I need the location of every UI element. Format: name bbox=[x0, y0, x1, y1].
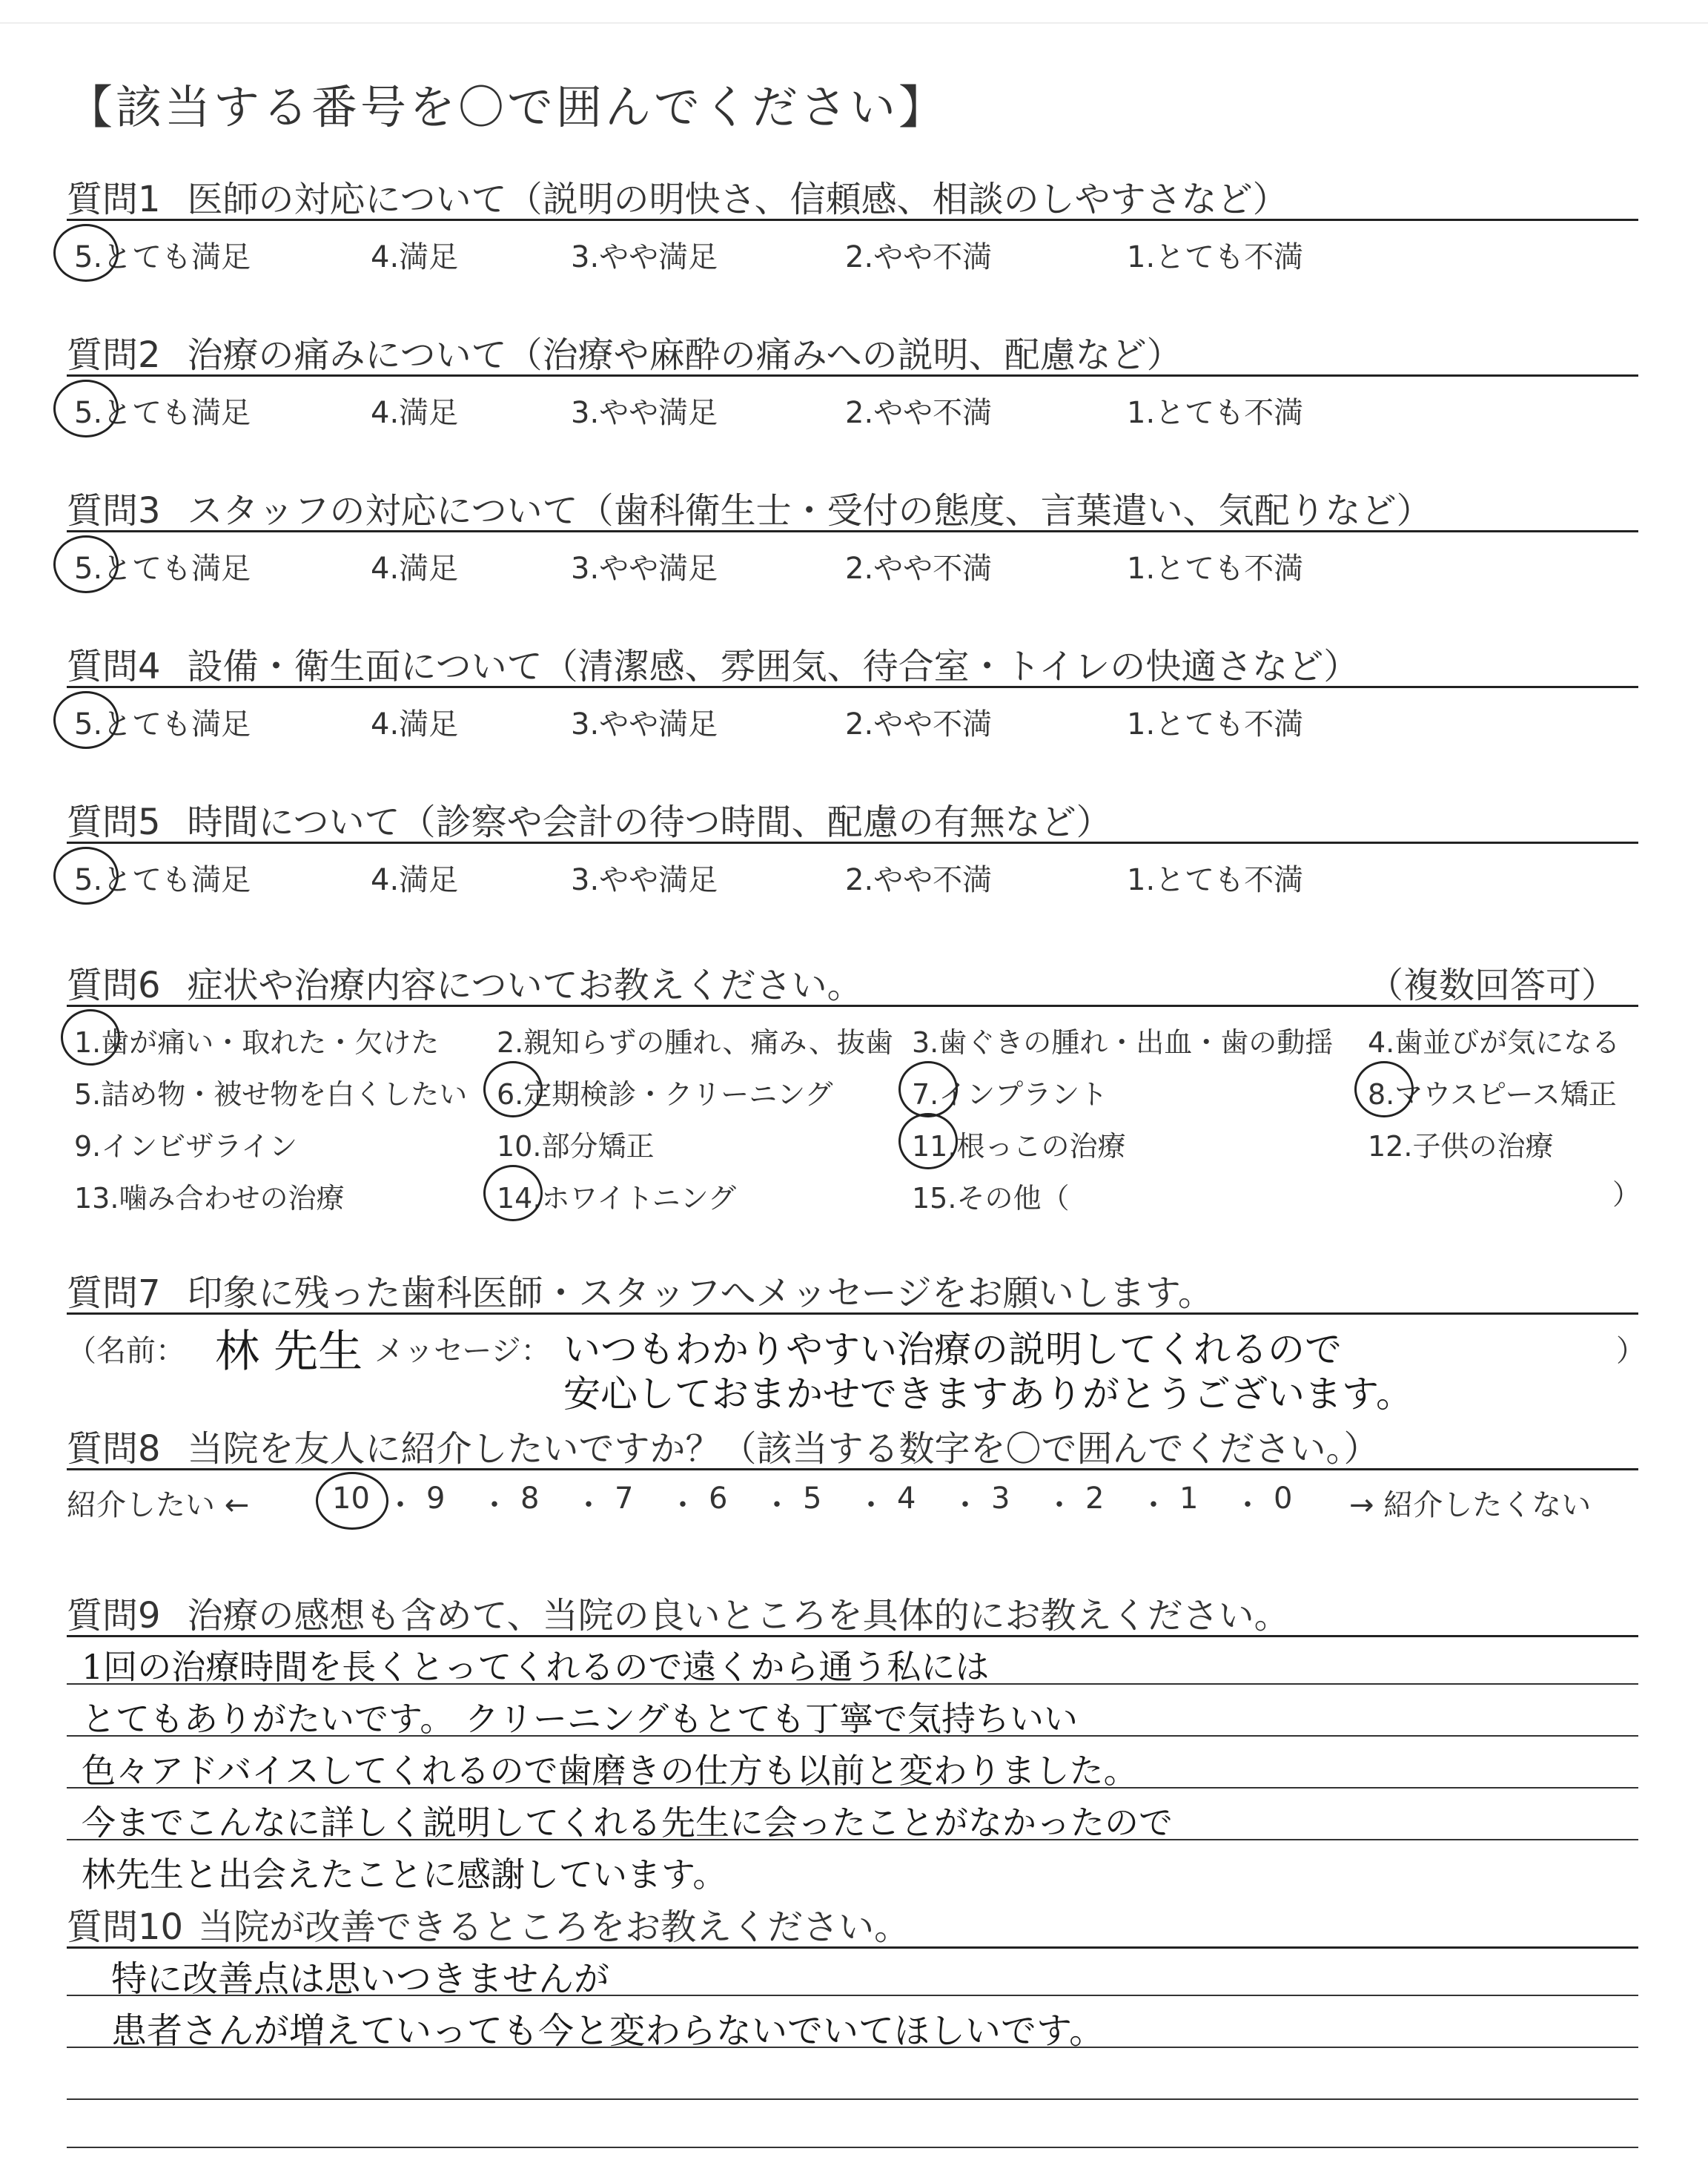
q2-option-4[interactable]: 4.満足 bbox=[371, 396, 459, 430]
q2-selection-circle bbox=[53, 380, 119, 437]
q8-scale-7[interactable]: 7 bbox=[615, 1482, 634, 1516]
q8-scale-6[interactable]: 6 bbox=[709, 1482, 728, 1516]
q6-multiple-note: （複数回答可） bbox=[1368, 965, 1618, 1006]
q6-text: 症状や治療内容についてお教えください。 bbox=[187, 965, 863, 1006]
q6-option-label: 歯並びが気になる bbox=[1394, 1026, 1621, 1059]
q6-option-label: 親知らずの腫れ、痛み、抜歯 bbox=[523, 1026, 893, 1059]
q8-separator: ・ bbox=[668, 1488, 698, 1522]
q1-option-3[interactable]: 3.やや満足 bbox=[571, 240, 718, 274]
q4-selection-circle bbox=[53, 691, 119, 749]
q6-other-close: ） bbox=[1612, 1178, 1641, 1211]
q6-option-number: 10. bbox=[497, 1130, 542, 1163]
q10-text: 当院が改善できるところをお教えください。 bbox=[198, 1906, 910, 1948]
q8-scale-5[interactable]: 5 bbox=[803, 1482, 822, 1516]
q6-option-13[interactable] bbox=[74, 1175, 344, 1216]
q9-rule bbox=[67, 1635, 1638, 1637]
q4-heading bbox=[67, 638, 1359, 689]
q1-selection-circle bbox=[53, 224, 119, 282]
q10-answer-line: 特に改善点は思いつきませんが bbox=[111, 1958, 610, 2000]
q8-scale-2[interactable]: 2 bbox=[1085, 1482, 1105, 1516]
q6-option-number: 11. bbox=[912, 1130, 957, 1163]
q6-option-number: 1. bbox=[74, 1026, 102, 1059]
q6-option-3[interactable] bbox=[912, 1020, 1333, 1060]
q1-text: 医師の対応について（説明の明快さ、信頼感、相談のしやすさなど） bbox=[187, 179, 1288, 220]
q9-answer-line: 林先生と出会えたことに感謝しています。 bbox=[82, 1855, 727, 1895]
q5-option-1[interactable]: 1.とても不満 bbox=[1127, 863, 1304, 897]
q4-option-1[interactable]: 1.とても不満 bbox=[1127, 707, 1304, 742]
q8-scale-4[interactable]: 4 bbox=[897, 1482, 916, 1516]
q5-option-4[interactable]: 4.満足 bbox=[371, 863, 459, 897]
q9-answer-line: 1回の治療時間を長くとってくれるので遠くから通う私には bbox=[82, 1647, 990, 1687]
q7-name-value: 林 先生 bbox=[215, 1326, 363, 1378]
q8-separator: ・ bbox=[762, 1488, 792, 1522]
q8-heading bbox=[67, 1420, 1380, 1471]
q9-answer-line: とてもありがたいです。 クリーニングもとても丁寧で気持ちいい bbox=[82, 1699, 1079, 1739]
q1-option-5[interactable]: 5.とても満足 bbox=[74, 240, 251, 274]
q6-option-label: 部分矯正 bbox=[541, 1130, 655, 1163]
q8-separator: ・ bbox=[1045, 1488, 1074, 1522]
q2-option-2[interactable]: 2.やや不満 bbox=[845, 396, 993, 430]
q6-label: 質問6 bbox=[67, 965, 161, 1006]
q5-option-5[interactable]: 5.とても満足 bbox=[74, 863, 251, 897]
q10-writing-line bbox=[67, 1995, 1638, 1996]
q7-name-label: （名前： bbox=[67, 1334, 185, 1368]
q9-answer-line: 今までこんなに詳しく説明してくれる先生に会ったことがなかったので bbox=[82, 1803, 1173, 1843]
q6-option-number: 5. bbox=[74, 1078, 102, 1111]
q6-option-10[interactable] bbox=[497, 1123, 654, 1164]
q3-rule bbox=[67, 530, 1638, 532]
q1-heading bbox=[67, 171, 1288, 222]
q4-rule bbox=[67, 686, 1638, 688]
q6-option-number: 2. bbox=[497, 1026, 524, 1059]
q6-option-number: 9. bbox=[74, 1130, 102, 1163]
q5-label: 質問5 bbox=[67, 802, 161, 843]
q4-text: 設備・衛生面について（清潔感、雰囲気、待合室・トイレの快適さなど） bbox=[187, 646, 1360, 687]
q6-option-12[interactable] bbox=[1368, 1123, 1553, 1164]
q5-heading bbox=[67, 793, 1112, 845]
q5-text: 時間について（診察や会計の待つ時間、配慮の有無など） bbox=[187, 802, 1112, 843]
q6-option-5[interactable] bbox=[74, 1071, 467, 1112]
q7-text: 印象に残った歯科医師・スタッフへメッセージをお願いします。 bbox=[187, 1272, 1214, 1314]
q6-option-label: 詰め物・被せ物を白くしたい bbox=[101, 1078, 468, 1111]
instruction-title: 【該当する番号を〇で囲んでください】 bbox=[67, 80, 948, 134]
q9-writing-line bbox=[67, 1839, 1638, 1840]
q7-rule bbox=[67, 1312, 1638, 1315]
q2-rule bbox=[67, 374, 1638, 377]
q7-label: 質問7 bbox=[67, 1272, 161, 1314]
q6-option-number: 4. bbox=[1368, 1026, 1395, 1059]
q9-writing-line bbox=[67, 1735, 1638, 1737]
q10-writing-line bbox=[67, 2147, 1638, 2148]
q4-option-2[interactable]: 2.やや不満 bbox=[845, 707, 993, 742]
q8-right-label: → 紹介したくない bbox=[1349, 1488, 1592, 1522]
q4-option-3[interactable]: 3.やや満足 bbox=[571, 707, 718, 742]
q6-option-number: 3. bbox=[912, 1026, 939, 1059]
q6-heading bbox=[67, 957, 863, 1008]
q2-option-1[interactable]: 1.とても不満 bbox=[1127, 396, 1304, 430]
q8-separator: ・ bbox=[574, 1488, 603, 1522]
q1-option-2[interactable]: 2.やや不満 bbox=[845, 240, 993, 274]
q6-option-2[interactable] bbox=[497, 1020, 893, 1060]
q3-option-1[interactable]: 1.とても不満 bbox=[1127, 552, 1304, 586]
q7-message-line-2: 安心しておまかせできますありがとうございます。 bbox=[563, 1373, 1413, 1416]
q9-label: 質問9 bbox=[67, 1595, 161, 1636]
q9-heading bbox=[67, 1587, 1290, 1638]
q9-writing-line bbox=[67, 1787, 1638, 1789]
q2-heading bbox=[67, 326, 1182, 377]
q6-option-label: 歯ぐきの腫れ・出血・歯の動揺 bbox=[939, 1026, 1334, 1059]
q8-separator: ・ bbox=[856, 1488, 886, 1522]
q6-option-label: インビザライン bbox=[101, 1130, 298, 1163]
q8-selection-circle bbox=[316, 1472, 388, 1530]
q10-label: 質問10 bbox=[67, 1906, 184, 1948]
scan-edge-line bbox=[0, 22, 1708, 24]
q1-label: 質問1 bbox=[67, 179, 161, 220]
q10-rule bbox=[67, 1946, 1638, 1949]
q6-option-number: 14. bbox=[497, 1182, 542, 1215]
q6-option-label: マウスピース矯正 bbox=[1394, 1078, 1617, 1111]
q6-option-label: 歯が痛い・取れた・欠けた bbox=[101, 1026, 440, 1059]
q3-text: スタッフの対応について（歯科衛生士・受付の態度、言葉遣い、気配りなど） bbox=[187, 490, 1432, 532]
q10-writing-line bbox=[67, 2098, 1638, 2100]
q6-option-label: 子供の治療 bbox=[1412, 1130, 1554, 1163]
q6-option-number: 7. bbox=[912, 1078, 939, 1111]
q6-option-label: 定期検診・クリーニング bbox=[523, 1078, 833, 1111]
q8-scale-1[interactable]: 1 bbox=[1179, 1482, 1199, 1516]
q6-selection-circle bbox=[1354, 1061, 1414, 1117]
q8-scale-10[interactable]: 10 bbox=[332, 1482, 370, 1516]
q3-option-4[interactable]: 4.満足 bbox=[371, 552, 459, 586]
q8-scale-0[interactable]: 0 bbox=[1274, 1482, 1293, 1516]
q1-option-4[interactable]: 4.満足 bbox=[371, 240, 459, 274]
q1-rule bbox=[67, 219, 1638, 221]
q6-option-1[interactable] bbox=[74, 1020, 439, 1060]
q6-option-label: 噛み合わせの治療 bbox=[119, 1182, 345, 1215]
q10-heading bbox=[67, 1898, 910, 1949]
q4-option-5[interactable]: 5.とても満足 bbox=[74, 707, 251, 742]
q3-heading bbox=[67, 482, 1432, 533]
q3-label: 質問3 bbox=[67, 490, 161, 532]
q4-label: 質問4 bbox=[67, 646, 161, 687]
q6-option-label: 根っこの治療 bbox=[956, 1130, 1126, 1163]
q7-heading bbox=[67, 1264, 1214, 1315]
q2-label: 質問2 bbox=[67, 334, 161, 376]
q8-separator: ・ bbox=[480, 1488, 509, 1522]
q9-writing-line bbox=[67, 1683, 1638, 1685]
q6-option-label: その他（ bbox=[956, 1182, 1070, 1215]
q6-option-label: ホワイトニング bbox=[541, 1182, 737, 1215]
q6-option-9[interactable] bbox=[74, 1123, 297, 1164]
q8-separator: ・ bbox=[385, 1488, 415, 1522]
q8-rule bbox=[67, 1468, 1638, 1470]
q9-text: 治療の感想も含めて、当院の良いところを具体的にお教えください。 bbox=[187, 1595, 1290, 1636]
q6-option-15[interactable] bbox=[912, 1175, 1069, 1216]
q3-option-2[interactable]: 2.やや不満 bbox=[845, 552, 993, 586]
q8-separator: ・ bbox=[1233, 1488, 1262, 1522]
q5-rule bbox=[67, 842, 1638, 844]
q6-selection-circle bbox=[898, 1061, 958, 1117]
q2-option-3[interactable]: 3.やや満足 bbox=[571, 396, 718, 430]
q5-option-2[interactable]: 2.やや不満 bbox=[845, 863, 993, 897]
q8-scale-3[interactable]: 3 bbox=[991, 1482, 1010, 1516]
q8-scale-8[interactable]: 8 bbox=[520, 1482, 540, 1516]
q5-option-3[interactable]: 3.やや満足 bbox=[571, 863, 718, 897]
q5-selection-circle bbox=[53, 847, 119, 905]
q6-selection-circle bbox=[483, 1165, 543, 1221]
q6-option-number: 8. bbox=[1368, 1078, 1395, 1111]
q8-separator: ・ bbox=[1139, 1488, 1168, 1522]
q6-rule bbox=[67, 1005, 1638, 1007]
q8-text: 当院を友人に紹介したいですか？（該当する数字を〇で囲んでください。） bbox=[187, 1428, 1380, 1470]
q8-scale-9[interactable]: 9 bbox=[426, 1482, 446, 1516]
q3-option-5[interactable]: 5.とても満足 bbox=[74, 552, 251, 586]
q6-selection-circle bbox=[483, 1061, 543, 1117]
q7-message-line-1: いつもわかりやすい治療の説明してくれるので bbox=[563, 1328, 1342, 1371]
q6-selection-circle bbox=[898, 1113, 958, 1169]
q10-answer-line: 患者さんが増えていっても今と変わらないでいてほしいです。 bbox=[111, 2010, 1105, 2052]
q7-message-label: メッセージ： bbox=[374, 1334, 551, 1368]
q3-selection-circle bbox=[53, 535, 119, 593]
q6-selection-circle bbox=[61, 1009, 120, 1066]
q8-label: 質問8 bbox=[67, 1428, 161, 1470]
q6-option-6[interactable] bbox=[497, 1071, 833, 1112]
q3-option-3[interactable]: 3.やや満足 bbox=[571, 552, 718, 586]
q8-left-label: 紹介したい ← bbox=[67, 1488, 250, 1522]
q6-option-number: 15. bbox=[912, 1182, 957, 1215]
q6-option-label: インプラント bbox=[939, 1078, 1108, 1111]
q4-option-4[interactable]: 4.満足 bbox=[371, 707, 459, 742]
q2-text: 治療の痛みについて（治療や麻酔の痛みへの説明、配慮など） bbox=[187, 334, 1182, 376]
q9-answer-line: 色々アドバイスしてくれるので歯磨きの仕方も以前と変わりました。 bbox=[82, 1751, 1138, 1791]
q6-option-number: 6. bbox=[497, 1078, 524, 1111]
q10-writing-line bbox=[67, 2047, 1638, 2048]
q6-option-number: 13. bbox=[74, 1182, 119, 1215]
q8-separator: ・ bbox=[950, 1488, 980, 1522]
q6-option-4[interactable] bbox=[1368, 1020, 1620, 1060]
q7-close: ） bbox=[1616, 1334, 1646, 1368]
q2-option-5[interactable]: 5.とても満足 bbox=[74, 396, 251, 430]
q6-option-number: 12. bbox=[1368, 1130, 1413, 1163]
q1-option-1[interactable]: 1.とても不満 bbox=[1127, 240, 1304, 274]
